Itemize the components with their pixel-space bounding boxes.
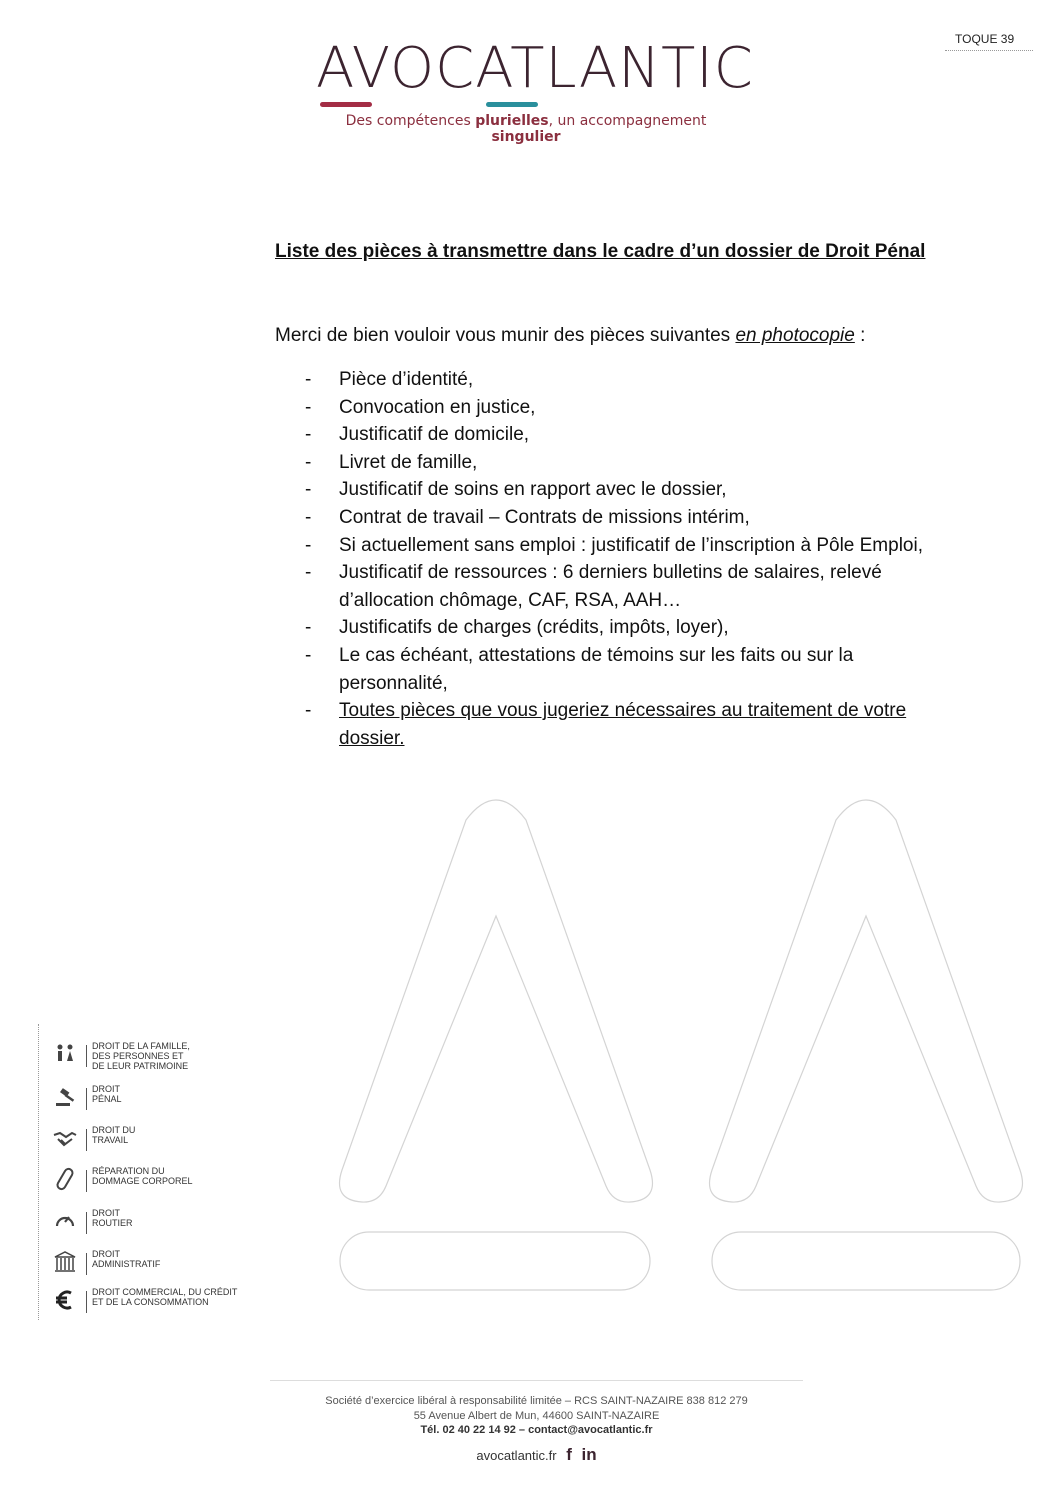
documents-list: [305, 366, 965, 752]
sidebar-item-label: DROIT PÉNAL: [92, 1084, 122, 1104]
separator: [86, 1088, 87, 1110]
family-icon: [52, 1041, 78, 1067]
list-item: - Si actuellement sans emploi : justificatif de l’inscription à Pôle Emploi,: [305, 534, 923, 556]
logo-text: AVOCATLANTIC: [316, 36, 754, 101]
bandage-icon: [52, 1166, 78, 1192]
list-item: - Toutes pièces que vous jugeriez nécessaires au traitement de votre dossier.: [305, 700, 907, 749]
toque-divider: [945, 50, 1033, 51]
sidebar-item-administrative-law: [52, 1249, 262, 1283]
footer-contact: Tél. 02 40 22 14 92 – contact@avocatlantic.fr: [420, 1424, 653, 1436]
sidebar-item-family-law: [52, 1041, 262, 1075]
list-item: - Justificatif de domicile,: [305, 424, 530, 446]
sidebar-item-label: DROIT DU TRAVAIL: [92, 1125, 136, 1145]
separator: [86, 1045, 87, 1067]
practice-areas-sidebar: [38, 1024, 258, 1324]
sidebar-item-label: DROIT ROUTIER: [92, 1208, 133, 1228]
list-item: - Justificatifs de charges (crédits, impôts, loyer),: [305, 617, 729, 639]
company-logo: [316, 36, 754, 116]
separator: [86, 1170, 87, 1192]
gavel-icon: [52, 1084, 78, 1110]
linkedin-icon[interactable]: in: [581, 1445, 597, 1464]
sidebar-item-label: RÉPARATION DU DOMMAGE CORPOREL: [92, 1166, 193, 1186]
separator: [86, 1212, 87, 1234]
separator: [86, 1291, 87, 1313]
list-item: - Justificatif de ressources : 6 derniers bulletins de salaires, relevé d’allocation chômage, CAF, RSA, AAH…: [305, 562, 882, 611]
watermark-logo: [330, 790, 1030, 1300]
separator: [86, 1129, 87, 1151]
list-item: - Livret de famille,: [305, 451, 478, 473]
footer-address: 55 Avenue Albert de Mun, 44600 SAINT-NAZAIRE: [413, 1410, 660, 1422]
logo-accent-teal: [486, 102, 538, 107]
list-item: - Le cas échéant, attestations de témoins sur les faits ou sur la personnalité,: [305, 644, 854, 694]
sidebar-item-labor-law: [52, 1125, 262, 1159]
document-title: Liste des pièces à transmettre dans le cadre d’un dossier de Droit Pénal: [275, 241, 926, 262]
footer-legal: Société d’exercice libéral à responsabilité limitée – RCS SAINT-NAZAIRE 838 812 279: [325, 1395, 748, 1407]
sidebar-divider: [38, 1024, 39, 1320]
tagline: Des compétences plurielles, un accompagnement singulier: [345, 113, 707, 145]
speedometer-icon: [52, 1208, 78, 1234]
building-icon: [52, 1249, 78, 1275]
separator: [86, 1253, 87, 1275]
footer-website-row: [270, 1445, 803, 1465]
sidebar-item-traffic-law: [52, 1208, 262, 1242]
sidebar-item-injury: [52, 1166, 262, 1200]
facebook-icon[interactable]: f: [566, 1445, 572, 1464]
footer-divider: [270, 1380, 803, 1381]
website-link[interactable]: avocatlantic.fr: [476, 1448, 557, 1463]
euro-icon: [52, 1287, 78, 1313]
sidebar-item-label: DROIT COMMERCIAL, DU CRÉDIT ET DE LA CONSOMMATION: [92, 1287, 238, 1307]
logo-accent-red: [320, 102, 372, 107]
sidebar-item-commercial-law: [52, 1287, 262, 1321]
list-item: - Justificatif de soins en rapport avec le dossier,: [305, 479, 727, 501]
sidebar-item-label: DROIT DE LA FAMILLE, DES PERSONNES ET DE LEUR PATRIMOINE: [92, 1041, 190, 1071]
intro-paragraph: Merci de bien vouloir vous munir des pièces suivantes en photocopie :: [275, 325, 866, 346]
sidebar-item-label: DROIT ADMINISTRATIF: [92, 1249, 161, 1269]
list-item: - Convocation en justice,: [305, 396, 536, 418]
list-item: - Contrat de travail – Contrats de missions intérim,: [305, 506, 750, 528]
handshake-icon: [52, 1125, 78, 1151]
list-item: - Pièce d’identité,: [305, 369, 474, 390]
sidebar-item-criminal-law: [52, 1084, 262, 1118]
toque-number: TOQUE 39: [955, 32, 1015, 46]
